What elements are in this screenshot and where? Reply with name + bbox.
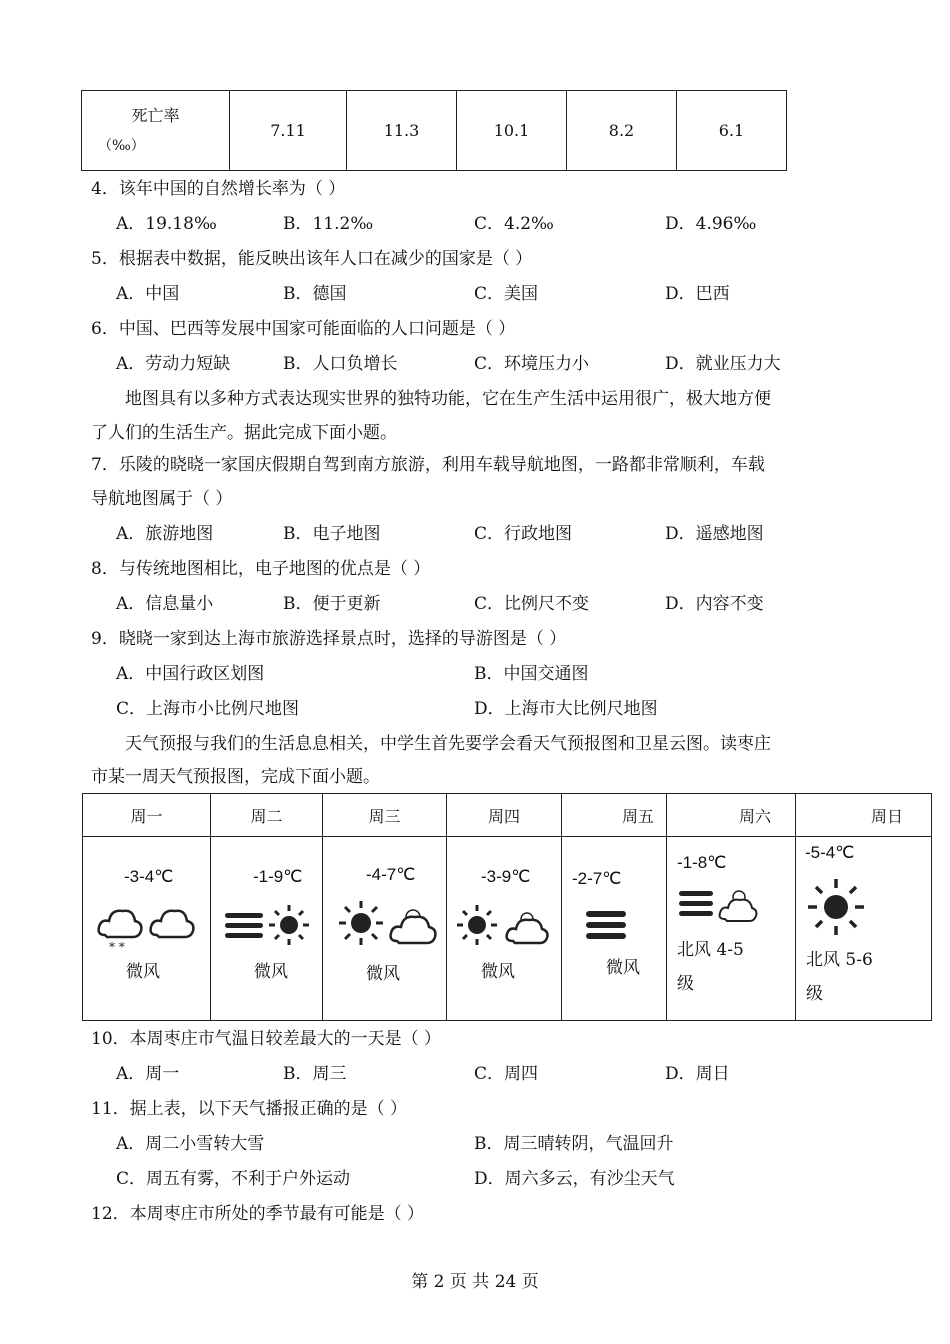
q5-option-a[interactable]: A．中国 bbox=[116, 284, 180, 304]
q7-option-a[interactable]: A．旅游地图 bbox=[116, 524, 214, 544]
wind-label bbox=[677, 933, 744, 1001]
temp-label: -5-4℃ bbox=[805, 843, 855, 862]
temp-label: -3-4℃ bbox=[124, 867, 174, 886]
passage-1-line1: 地图具有以多种方式表达现实世界的独特功能，它在生产生活中运用很广，极大地方便 bbox=[125, 389, 771, 409]
day-header: 周二 bbox=[211, 794, 323, 837]
passage-2-line2: 市某一周天气预报图，完成下面小题。 bbox=[91, 767, 380, 787]
q8-stem: 8．与传统地图相比，电子地图的优点是（ ） bbox=[91, 559, 431, 579]
day-cell-sun bbox=[796, 837, 932, 1021]
snow-cloud-icon bbox=[95, 901, 205, 953]
q9-option-c[interactable]: C．上海市小比例尺地图 bbox=[116, 699, 300, 719]
table-cell: 7.11 bbox=[230, 91, 347, 171]
q9-option-b[interactable]: B．中国交通图 bbox=[474, 664, 589, 684]
day-header: 周四 bbox=[447, 794, 562, 837]
temp-label: -4-7℃ bbox=[366, 865, 416, 884]
q10-stem: 10．本周枣庄市气温日较差最大的一天是（ ） bbox=[91, 1029, 442, 1049]
table-cell: 6.1 bbox=[677, 91, 787, 171]
svg-text:* *: * * bbox=[109, 940, 125, 953]
sunny-icon bbox=[806, 877, 866, 937]
q10-option-d[interactable]: D．周日 bbox=[665, 1064, 730, 1084]
q9-option-a[interactable]: A．中国行政区划图 bbox=[116, 664, 265, 684]
temp-label: -2-7℃ bbox=[572, 869, 622, 888]
day-header: 周日 bbox=[796, 794, 932, 837]
wind-label-line2: 级 bbox=[677, 974, 694, 994]
q10-option-a[interactable]: A．周一 bbox=[116, 1064, 180, 1084]
day-header: 周三 bbox=[323, 794, 447, 837]
q5-option-c[interactable]: C．美国 bbox=[474, 284, 539, 304]
wind-label: 微风 bbox=[606, 958, 640, 978]
q8-option-c[interactable]: C．比例尺不变 bbox=[474, 594, 590, 614]
q8-option-d[interactable]: D．内容不变 bbox=[665, 594, 764, 614]
day-cell-tue bbox=[211, 837, 323, 1021]
q6-option-d[interactable]: D．就业压力大 bbox=[665, 354, 781, 374]
fog-to-sunny-icon bbox=[223, 903, 313, 949]
wind-label-line1: 北风 5-6 bbox=[806, 950, 873, 970]
row-label bbox=[82, 91, 230, 171]
temp-label: -1-9℃ bbox=[253, 867, 303, 886]
passage-1-line2: 了人们的生活生产。据此完成下面小题。 bbox=[91, 423, 397, 443]
temp-label: -3-9℃ bbox=[481, 867, 531, 886]
q10-option-c[interactable]: C．周四 bbox=[474, 1064, 539, 1084]
wind-label bbox=[806, 943, 873, 1011]
q5-option-d[interactable]: D．巴西 bbox=[665, 284, 730, 304]
q11-stem: 11．据上表，以下天气播报正确的是（ ） bbox=[91, 1099, 408, 1119]
passage-2-line1: 天气预报与我们的生活息息相关，中学生首先要学会看天气预报图和卫星云图。读枣庄 bbox=[125, 734, 771, 754]
row-label-line1: 死亡率 bbox=[131, 105, 180, 125]
q8-option-b[interactable]: B．便于更新 bbox=[283, 594, 381, 614]
day-cell-mon bbox=[83, 837, 211, 1021]
q6-option-a[interactable]: A．劳动力短缺 bbox=[116, 354, 231, 374]
q4-option-d[interactable]: D．4.96‰ bbox=[665, 214, 757, 234]
day-cell-sat bbox=[667, 837, 796, 1021]
page-footer: 第 2 页 共 24 页 bbox=[411, 1272, 539, 1292]
wind-label: 微风 bbox=[126, 962, 160, 982]
day-header: 周一 bbox=[83, 794, 211, 837]
q7-option-c[interactable]: C．行政地图 bbox=[474, 524, 573, 544]
wind-label: 微风 bbox=[481, 962, 515, 982]
death-rate-table bbox=[81, 90, 787, 171]
temp-label: -1-8℃ bbox=[677, 853, 727, 872]
q11-option-a[interactable]: A．周二小雪转大雪 bbox=[116, 1134, 265, 1154]
q9-stem: 9．晓晓一家到达上海市旅游选择景点时，选择的导游图是（ ） bbox=[91, 629, 567, 649]
q12-stem: 12．本周枣庄市所处的季节最有可能是（ ） bbox=[91, 1204, 425, 1224]
q5-option-b[interactable]: B．德国 bbox=[283, 284, 347, 304]
table-cell: 8.2 bbox=[567, 91, 677, 171]
sunny-to-cloudy-icon bbox=[335, 899, 440, 949]
table-cell: 10.1 bbox=[457, 91, 567, 171]
fog-icon bbox=[584, 905, 628, 945]
weather-forecast-table bbox=[82, 793, 932, 1021]
q4-stem: 4．该年中国的自然增长率为（ ） bbox=[91, 179, 346, 199]
q11-option-c[interactable]: C．周五有雾，不利于户外运动 bbox=[116, 1169, 351, 1189]
q9-option-d[interactable]: D．上海市大比例尺地图 bbox=[474, 699, 658, 719]
day-cell-thu bbox=[447, 837, 562, 1021]
wind-label: 微风 bbox=[366, 964, 400, 984]
wind-label-line1: 北风 4-5 bbox=[677, 940, 744, 960]
day-cell-wed bbox=[323, 837, 447, 1021]
wind-label-line2: 级 bbox=[806, 984, 823, 1004]
q7-stem-line2: 导航地图属于（ ） bbox=[91, 489, 233, 509]
q6-option-b[interactable]: B．人口负增长 bbox=[283, 354, 398, 374]
q7-option-d[interactable]: D．遥感地图 bbox=[665, 524, 764, 544]
row-label-line2: （‰） bbox=[98, 137, 145, 154]
fog-to-cloudy-icon bbox=[677, 885, 761, 925]
sunny-to-cloudy-icon bbox=[453, 903, 553, 949]
q4-option-c[interactable]: C．4.2‰ bbox=[474, 214, 554, 234]
q10-option-b[interactable]: B．周三 bbox=[283, 1064, 347, 1084]
q11-option-d[interactable]: D．周六多云，有沙尘天气 bbox=[474, 1169, 675, 1189]
q4-option-a[interactable]: A．19.18‰ bbox=[116, 214, 217, 234]
q5-stem: 5．根据表中数据，能反映出该年人口在减少的国家是（ ） bbox=[91, 249, 533, 269]
day-header: 周五 bbox=[562, 794, 667, 837]
table-cell: 11.3 bbox=[347, 91, 457, 171]
q7-stem-line1: 7．乐陵的晓晓一家国庆假期自驾到南方旅游，利用车载导航地图，一路都非常顺利，车载 bbox=[91, 455, 765, 475]
q4-option-b[interactable]: B．11.2‰ bbox=[283, 214, 374, 234]
day-header: 周六 bbox=[667, 794, 796, 837]
q6-option-c[interactable]: C．环境压力小 bbox=[474, 354, 590, 374]
q7-option-b[interactable]: B．电子地图 bbox=[283, 524, 381, 544]
day-cell-fri bbox=[562, 837, 667, 1021]
q6-stem: 6．中国、巴西等发展中国家可能面临的人口问题是（ ） bbox=[91, 319, 516, 339]
q11-option-b[interactable]: B．周三晴转阴，气温回升 bbox=[474, 1134, 674, 1154]
q8-option-a[interactable]: A．信息量小 bbox=[116, 594, 214, 614]
wind-label: 微风 bbox=[254, 962, 288, 982]
